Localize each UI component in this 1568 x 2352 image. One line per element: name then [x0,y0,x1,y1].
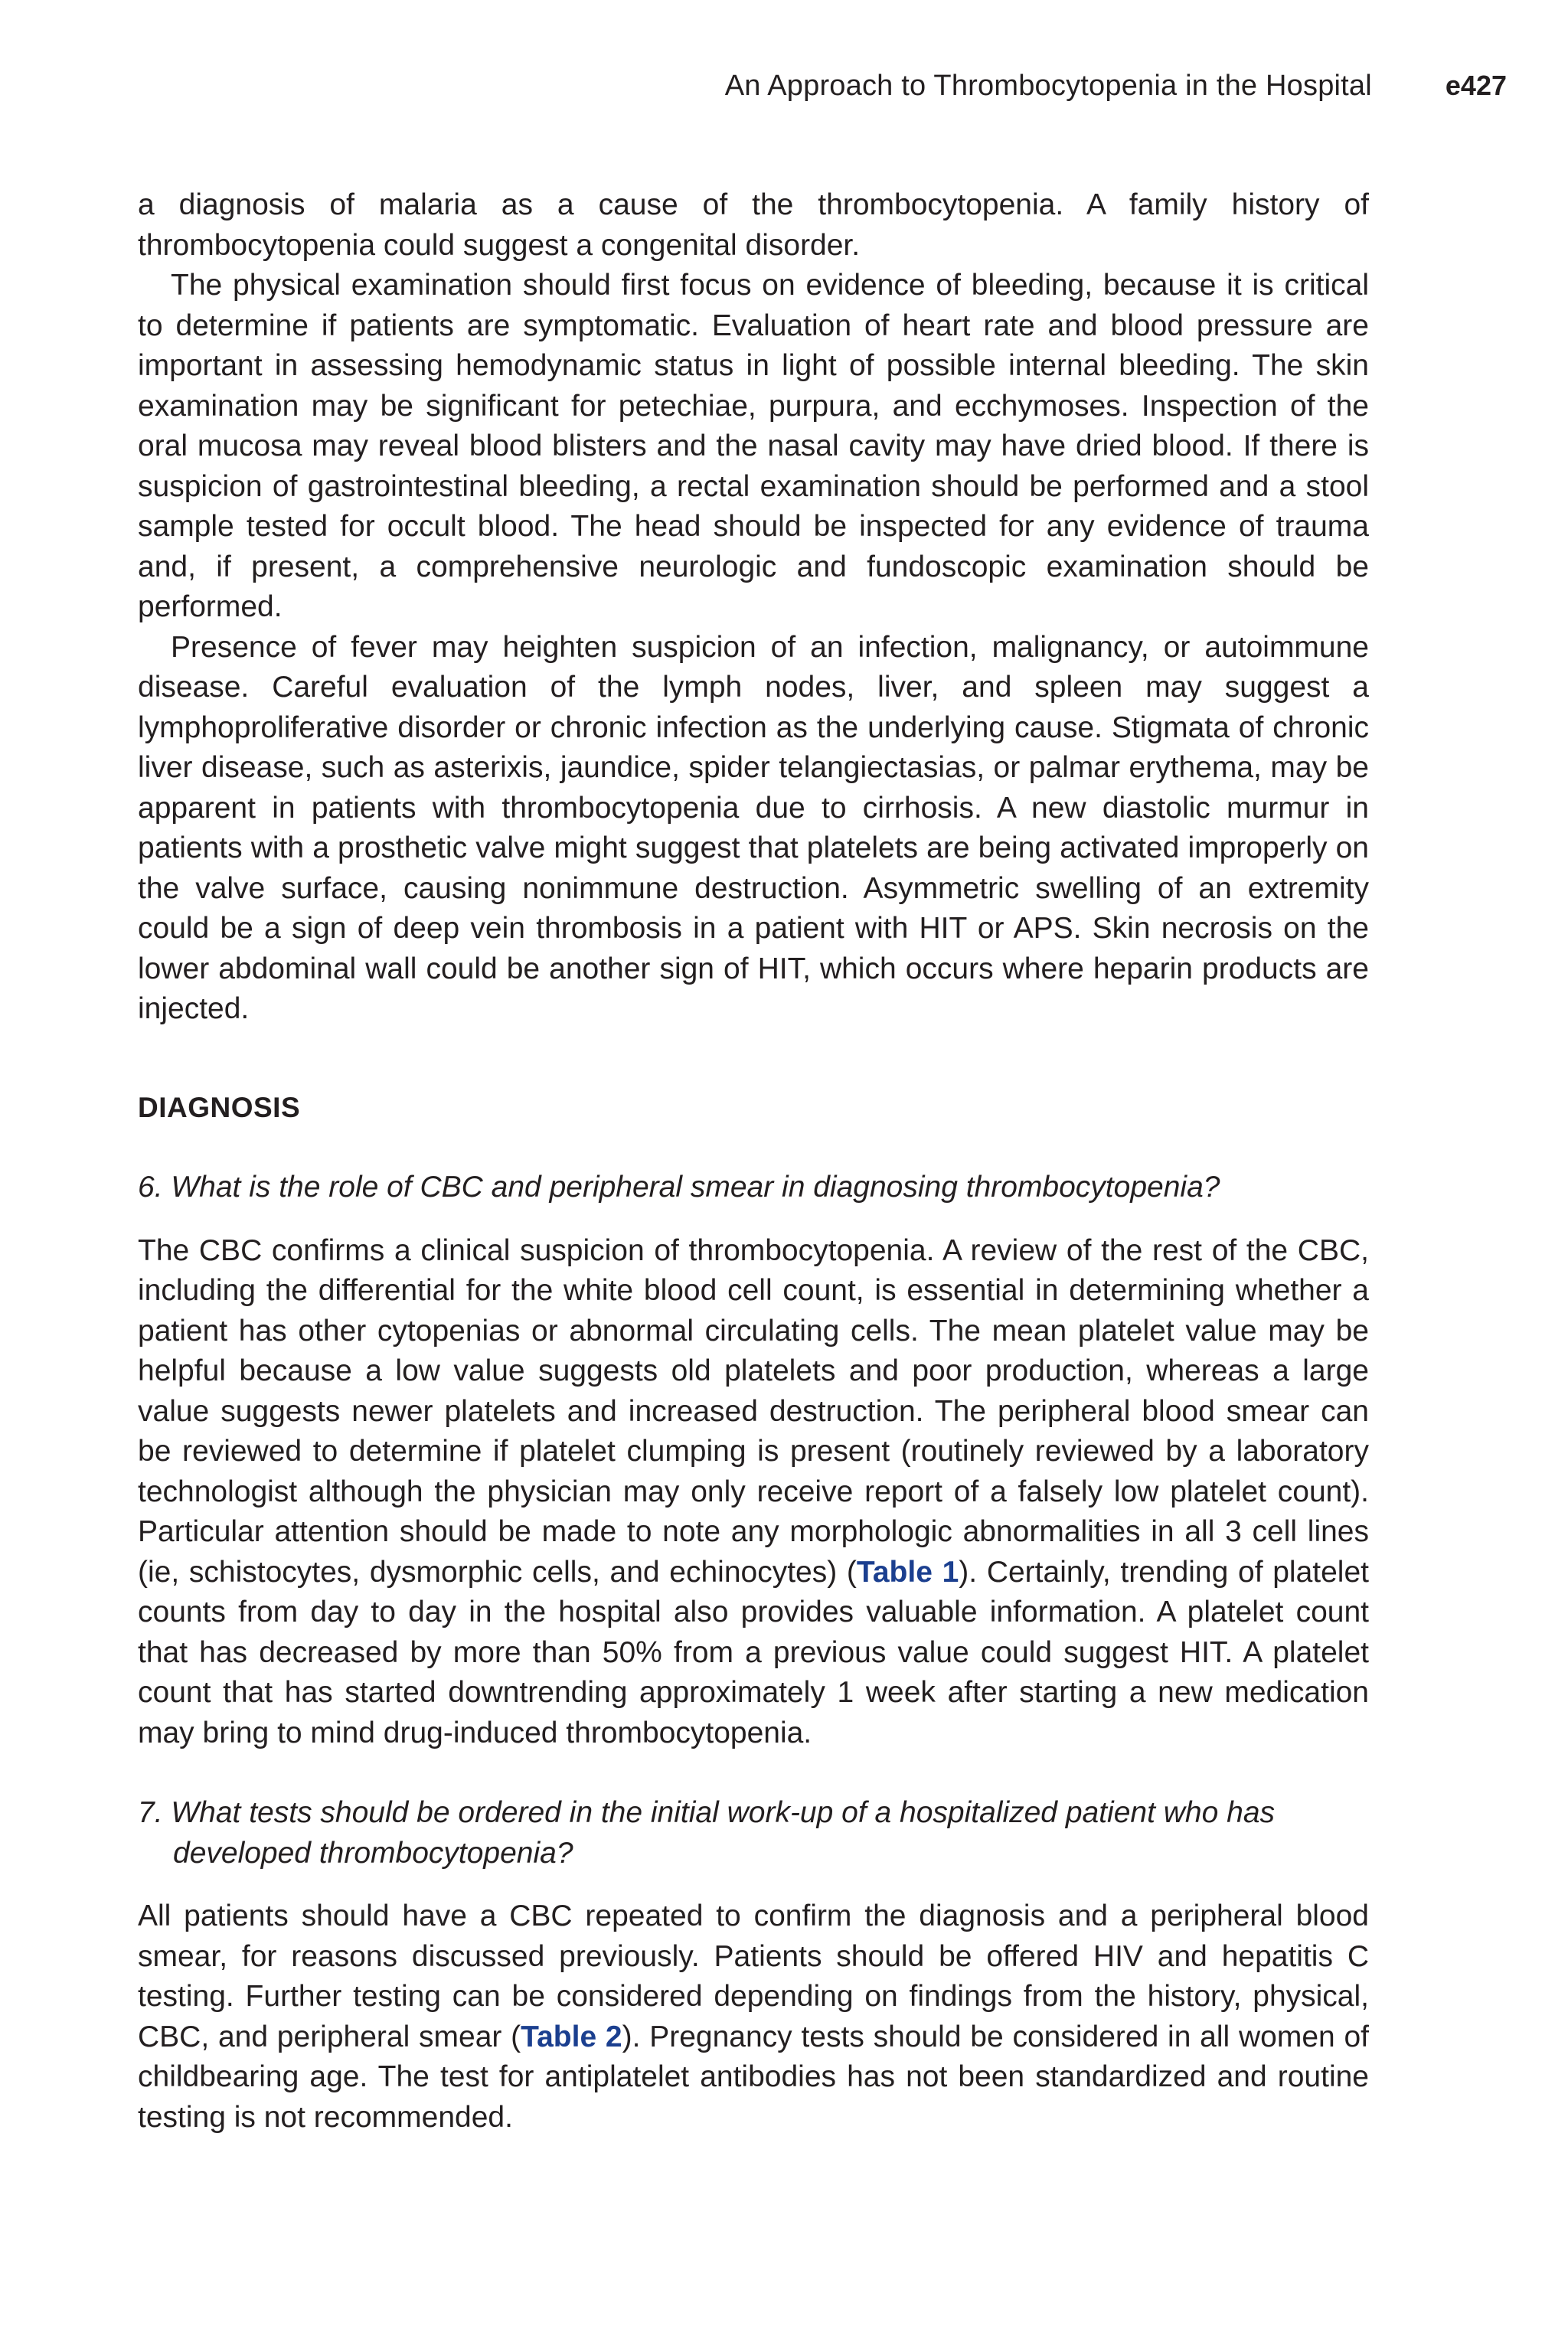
question-6: 6. What is the role of CBC and peripheral smear in diagnosing thrombocytopenia? [138,1171,1220,1204]
page-number: e427 [1445,70,1507,101]
question-7: 7. What tests should be ordered in the initial work-up of a hospitalized patient who has developed thrombocytopenia? [138,1796,1276,1870]
running-header [138,63,1507,109]
table-2-link[interactable]: Table 2 [521,2020,622,2053]
article-body [138,185,1369,2138]
answer-6-text-end: ). Certainly, trending of platelet counts from day to day in the hospital also provides valuable information. A platelet count that has decreased by more than 50% from a previous value could suggest HIT. A platelet count that has started downtrending approximately 1 week after starting a new medication may bring to mind drug-induced thrombocytopenia. [138,1555,1369,1749]
answer-6-text-start: The CBC confirms a clinical suspicion of thrombocytopenia. A review of the rest of the CBC, including the differential for the white blood cell count, is essential in determining whether a patient has other cytopenias or abnormal circulating cells. The mean platelet value may be helpful because a low value suggests old platelets and poor production, whereas a large value suggests newer platelets and increased destruction. The peripheral blood smear can be reviewed to determine if platelet clumping is present (routinely reviewed by a laboratory technologist although the physician may only receive report of a falsely low platelet count). Particular attention should be made to note any morphologic abnormalities in all 3 cell lines (ie, schistocytes, dysmorphic cells, and echinocytes) ( [138,1233,1369,1589]
answer-6 [138,1231,1369,1754]
running-title: An Approach to Thrombocytopenia in the Hospital [724,70,1372,102]
paragraph-physical-exam: The physical examination should first focus on evidence of bleeding, because it is critical to determine if patients are symptomatic. Evaluation of heart rate and blood pressure are important in assessing hemodynamic status in light of possible internal bleeding. The skin examination may be significant for petechiae, purpura, and ecchymoses. Inspection of the oral mucosa may reveal blood blisters and the nasal cavity may have dried blood. If there is suspicion of gastrointestinal bleeding, a rectal examination should be performed and a stool sample tested for occult blood. The head should be inspected for any evidence of trauma and, if present, a comprehensive neurologic and fundoscopic examination should be performed. [138,269,1369,623]
table-1-link[interactable]: Table 1 [856,1555,959,1589]
answer-7-text-end: ). Pregnancy tests should be considered in all women of childbearing age. The test for antiplatelet antibodies has not been standardized and routine testing is not recommended. [138,2020,1370,2134]
section-heading-diagnosis: DIAGNOSIS [138,1091,301,1123]
paragraph-fever-findings: Presence of fever may heighten suspicion of an infection, malignancy, or autoimmune disease. Careful evaluation of the lymph nodes, liver, and spleen may suggest a lymphoproliferative disorder or chronic infection as the underlying cause. Stigmata of chronic liver disease, such as asterixis, jaundice, spider telangiectasias, or palmar erythema, may be apparent in patients with thrombocytopenia due to cirrhosis. A new diastolic murmur in patients with a prosthetic valve might suggest that platelets are being activated improperly on the valve surface, causing nonimmune destruction. Asymmetric swelling of an extremity could be a sign of deep vein thrombosis in a patient with HIT or APS. Skin necrosis on the lower abdominal wall could be another sign of HIT, which occurs where heparin products are injected. [138,630,1369,1025]
answer-7-text-start: All patients should have a CBC repeated to confirm the diagnosis and a peripheral blood smear, for reasons discussed previously. Patients should be offered HIV and hepatitis C testing. Further testing can be considered depending on findings from the history, physical, CBC, and peripheral smear ( [138,1900,1369,2053]
answer-7 [138,1896,1369,2138]
paragraph-history-continued: a diagnosis of malaria as a cause of the thrombocytopenia. A family history of thrombocytopenia could suggest a congenital disorder. [138,188,1369,262]
